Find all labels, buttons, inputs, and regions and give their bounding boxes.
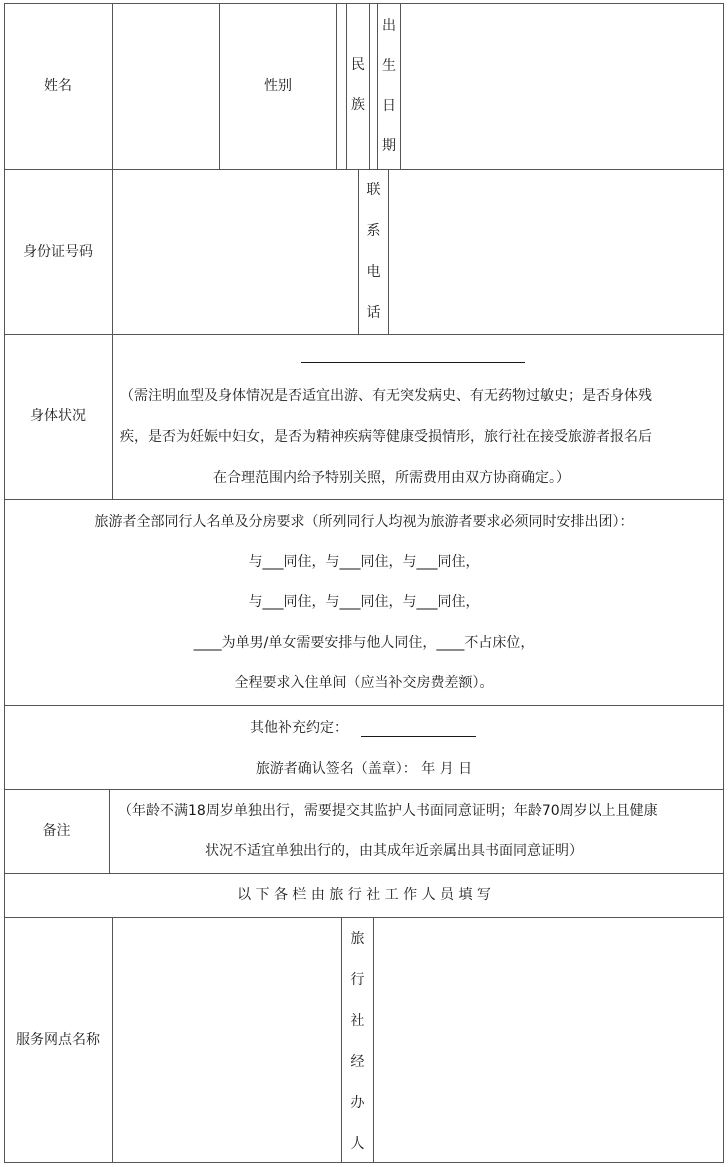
birthdate-char: 出 xyxy=(382,18,396,34)
agent-char: 行 xyxy=(350,972,365,988)
health-fill-line[interactable] xyxy=(301,362,525,363)
health-note-line: 疾，是否为妊娠中妇女，是否为精神疾病等健康受损情形，旅行社在接受旅游者报名后 xyxy=(120,429,652,445)
phone-char: 联 xyxy=(366,182,381,198)
divider xyxy=(109,789,110,873)
remarks-note-line: 状况不适宜单独出行的，由其成年近亲属出具书面同意证明） xyxy=(205,843,583,859)
agent-char: 旅 xyxy=(350,931,365,947)
ethnicity-field[interactable] xyxy=(370,4,377,169)
remarks-note-line: （年龄不满18周岁单独出行，需要提交其监护人书面同意证明；年龄70周岁以上且健康 xyxy=(118,803,658,819)
health-note-line: （需注明血型及身体情况是否适宜出游、有无突发病史、有无药物过敏史；是否身体残 xyxy=(120,388,652,404)
agent-char: 社 xyxy=(350,1013,365,1029)
ethnicity-label xyxy=(346,58,370,112)
staff-section-header: 以 下 各 栏 由 旅 行 社 工 作 人 员 填 写 xyxy=(237,887,491,903)
phone-char: 系 xyxy=(366,223,381,239)
id-number-label: 身份证号码 xyxy=(23,244,93,260)
birthdate-char: 生 xyxy=(382,58,396,74)
row-border-bottom xyxy=(4,1162,724,1163)
ethnicity-char: 民 xyxy=(351,57,365,73)
gender-label: 性别 xyxy=(264,78,292,94)
birthdate-char: 期 xyxy=(382,138,396,154)
birthdate-field[interactable] xyxy=(401,4,723,169)
signature-line: 旅游者确认签名（盖章）： 年 月 日 xyxy=(255,761,473,777)
gender-field[interactable] xyxy=(337,4,346,169)
name-field[interactable] xyxy=(113,4,219,169)
row-border-6 xyxy=(4,873,724,874)
companions-line: 与___同住，与___同住，与___同住， xyxy=(248,554,480,570)
service-point-label: 服务网点名称 xyxy=(16,1032,100,1048)
companions-title: 旅游者全部同行人名单及分房要求（所列同行人均视为旅游者要求必须同时安排出团）： xyxy=(94,514,634,530)
row-border-5 xyxy=(4,789,724,790)
phone-char: 电 xyxy=(366,264,381,280)
companions-line: 与___同住，与___同住，与___同住， xyxy=(248,594,480,610)
row-border-3 xyxy=(4,499,724,500)
divider xyxy=(112,334,113,499)
health-label: 身体状况 xyxy=(30,408,86,424)
agent-char: 人 xyxy=(350,1136,365,1152)
birthdate-char: 日 xyxy=(382,98,396,114)
agent-char: 经 xyxy=(350,1054,365,1070)
agent-char: 办 xyxy=(350,1095,365,1111)
phone-field[interactable] xyxy=(389,170,723,334)
id-number-field[interactable] xyxy=(113,170,358,334)
remarks-label: 备注 xyxy=(42,823,71,839)
health-note-line: 在合理范围内给予特别关照，所需费用由双方协商确定。） xyxy=(213,470,570,486)
agent-field[interactable] xyxy=(374,918,723,1162)
service-point-field[interactable] xyxy=(113,918,341,1162)
ethnicity-char: 族 xyxy=(351,97,365,113)
agent-label xyxy=(341,932,374,1151)
phone-char: 话 xyxy=(366,305,381,321)
other-terms-label: 其他补充约定： xyxy=(250,720,348,736)
companions-line: ____为单男/单女需要安排与他人同住，____不占床位， xyxy=(193,635,535,651)
name-label: 姓名 xyxy=(44,78,72,94)
phone-label xyxy=(358,183,389,320)
other-terms-field[interactable] xyxy=(361,736,476,737)
birthdate-label xyxy=(377,19,401,153)
row-border-4 xyxy=(4,705,724,706)
companions-line: 全程要求入住单间（应当补交房费差额）。 xyxy=(234,675,494,691)
